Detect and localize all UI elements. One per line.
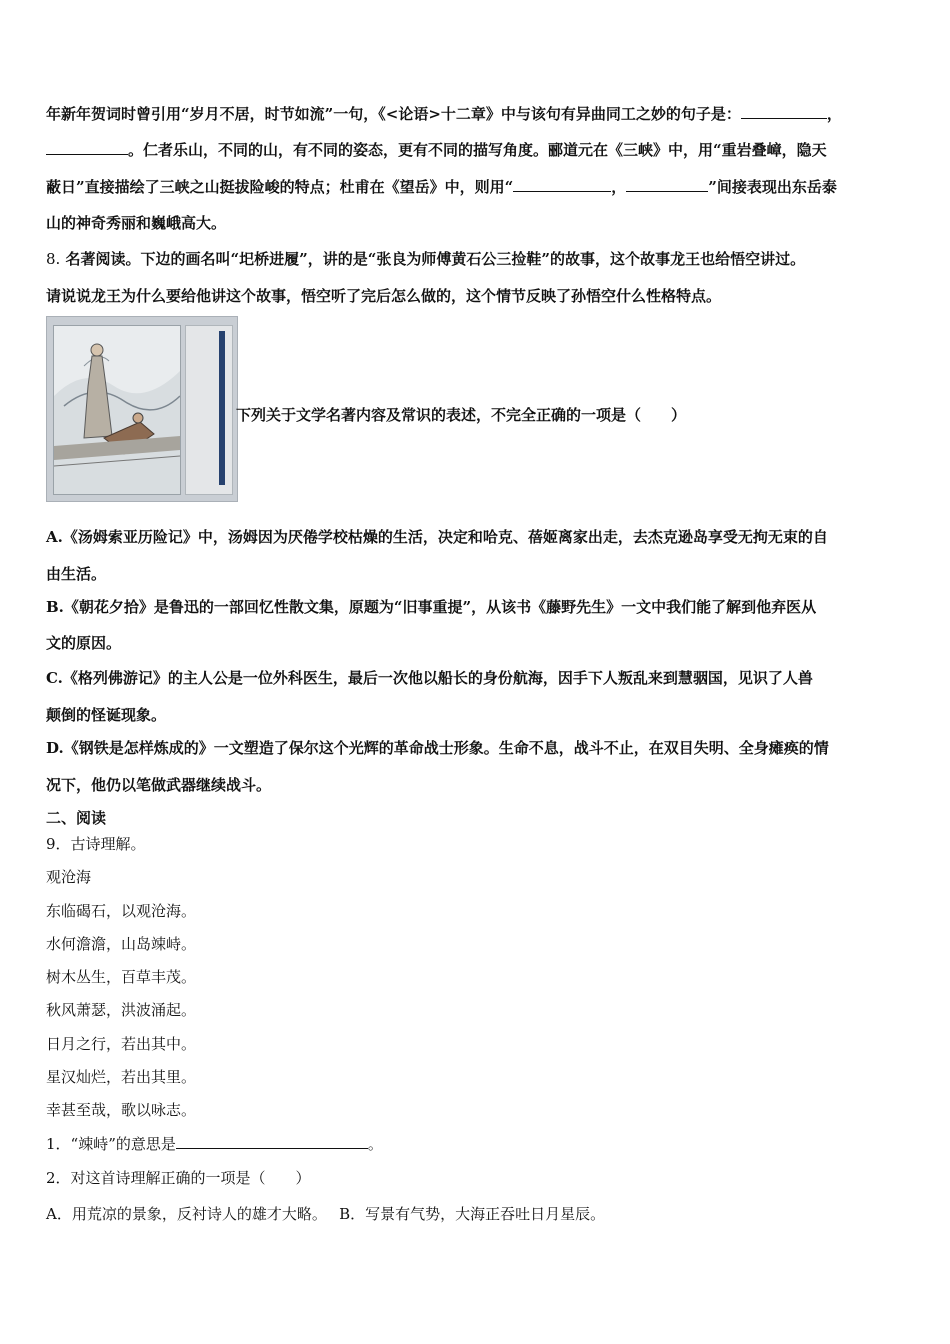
painting-mount: [185, 325, 233, 495]
answer-blank: [46, 140, 128, 155]
sub-question-1-text: 1．“竦峙”的意思是: [46, 1135, 176, 1153]
section-heading-reading: 二、阅读: [46, 809, 107, 827]
poem-line: 星汉灿烂，若出其里。: [46, 1068, 197, 1086]
question-8-number: 8.: [46, 250, 61, 268]
sub-question-1: [46, 1134, 383, 1154]
answer-blank: [176, 1134, 368, 1149]
line-2-text: 。仁者乐山，不同的山，有不同的姿态，更有不同的描写角度。郦道元在《三峡》中，用“重岩叠嶂，隐天: [128, 141, 827, 159]
text-line-1: [46, 104, 842, 124]
option-d-line-2: 况下，他仍以笔做武器继续战斗。: [46, 776, 272, 794]
painting-icon: [54, 326, 180, 494]
poem-line: 树木丛生，百草丰茂。: [46, 968, 197, 986]
line-3-text-a: 蔽日”直接描绘了三峡之山挺拔险峻的特点；杜甫在《望岳》中，则用“: [46, 178, 514, 196]
poem-line: 日月之行，若出其中。: [46, 1035, 197, 1053]
question-8-line-1: [46, 249, 805, 269]
illustration-image: [46, 316, 238, 502]
line-1-end: ，: [826, 105, 842, 123]
option-c-line-1: C.《格列佛游记》的主人公是一位外科医生，最后一次他以船长的身份航海，因手下人叛乱来到慧骃国，见识了人兽: [46, 669, 813, 687]
option-c-line-2: 颠倒的怪诞现象。: [46, 706, 167, 724]
sub-question-2-options: A．用荒凉的景象，反衬诗人的雄才大略。 B．写景有气势，大海正吞吐日月星辰。: [46, 1205, 606, 1223]
poem-line: 幸甚至哉，歌以咏志。: [46, 1101, 197, 1119]
option-b-line-1: B.《朝花夕拾》是鲁迅的一部回忆性散文集，原题为“旧事重提”，从该书《藤野先生》一文中我们能了解到他弃医从: [46, 598, 817, 616]
option-d-line-1: D.《钢铁是怎样炼成的》一文塑造了保尔这个光辉的革命战士形象。生命不息，战斗不止，在双目失明、全身瘫痪的情: [46, 739, 829, 757]
line-1-text: 年新年贺词时曾引用“岁月不居，时节如流”一句，《<论语>十二章》中与该句有异曲同工之妙的句子是：: [46, 105, 741, 123]
question-8-line-2: 请说说龙王为什么要给他讲这个故事，悟空听了完后怎么做的，这个情节反映了孙悟空什么性格特点。: [46, 287, 722, 305]
poem-title: 观沧海: [46, 868, 92, 886]
option-a-line-2: 由生活。: [46, 565, 107, 583]
scroll-rod: [219, 331, 225, 485]
question-9: 9．古诗理解。: [46, 835, 146, 853]
poem-line: 东临碣石，以观沧海。: [46, 902, 197, 920]
text-line-4: 山的神奇秀丽和巍峨高大。: [46, 214, 227, 232]
sub-question-2: 2．对这首诗理解正确的一项是（ ）: [46, 1169, 311, 1187]
text-line-3: [46, 177, 837, 197]
answer-blank: [513, 177, 611, 192]
sub-question-1-end: 。: [367, 1135, 383, 1153]
image-caption-question: 下列关于文学名著内容及常识的表述，不完全正确的一项是（ ）: [236, 406, 687, 424]
text-line-2: [46, 140, 827, 160]
line-3-text-b: ，: [611, 178, 627, 196]
option-a-line-1: A.《汤姆索亚历险记》中，汤姆因为厌倦学校枯燥的生活，决定和哈克、蓓姬离家出走，去杰克逊岛享受无拘无束的自: [46, 528, 828, 546]
question-8-text-a: 名著阅读。下边的画名叫“圯桥进履”，讲的是“张良为师傅黄石公三捡鞋”的故事，这个故事龙王也给悟空讲过。: [65, 250, 806, 268]
line-3-text-c: ”间接表现出东岳泰: [708, 178, 837, 196]
poem-line: 秋风萧瑟，洪波涌起。: [46, 1001, 197, 1019]
option-b-line-2: 文的原因。: [46, 634, 122, 652]
painting-panel: [53, 325, 181, 495]
answer-blank: [741, 104, 827, 119]
poem-line: 水何澹澹，山岛竦峙。: [46, 935, 197, 953]
answer-blank: [626, 177, 708, 192]
